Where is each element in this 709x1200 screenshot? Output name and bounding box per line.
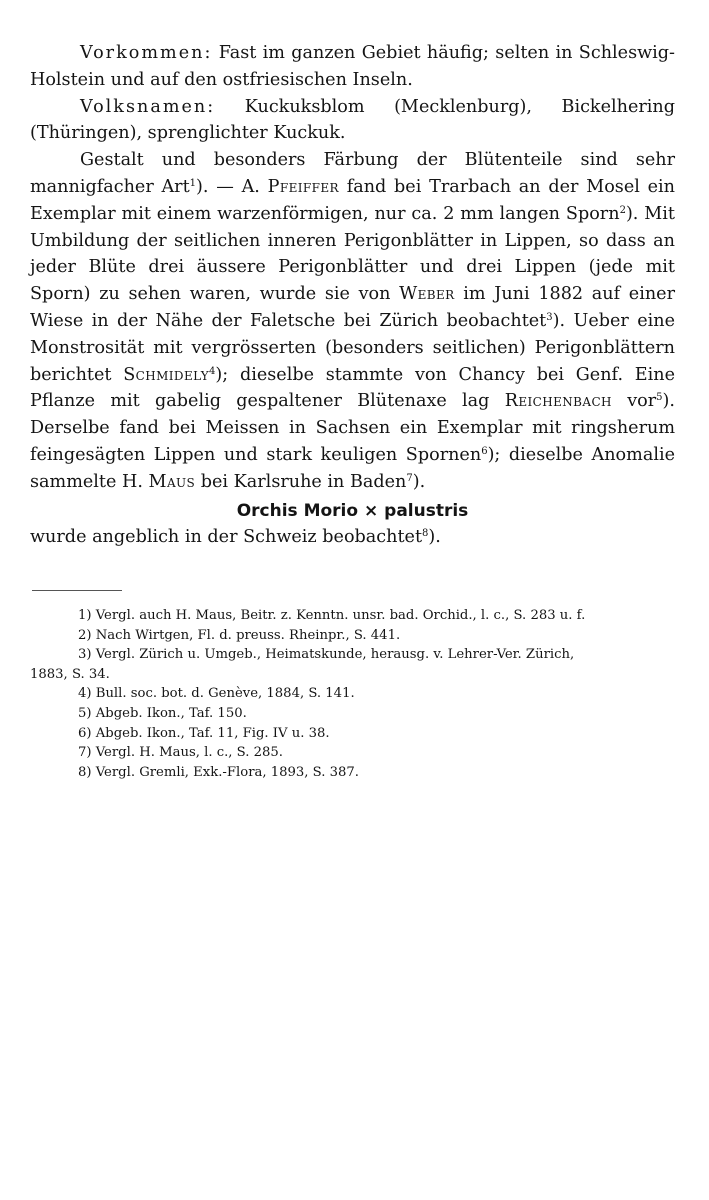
- footnote-ref: 1: [189, 177, 197, 189]
- person-name: Weber: [399, 284, 455, 305]
- footnote-2: [30, 626, 678, 646]
- footnote-number: 7): [78, 745, 92, 761]
- footnote-3-continuation: 1883, S. 34.: [30, 666, 110, 682]
- footnote-ref: 6: [481, 445, 488, 457]
- label-volksnamen: Volksnamen:: [80, 96, 216, 117]
- paragraph-gestalt: [30, 147, 675, 495]
- footnote-text: Abgeb. Ikon., Taf. 150.: [95, 705, 247, 721]
- text-segment: ).: [412, 471, 426, 492]
- text-segment: ).: [428, 526, 441, 547]
- footnote-ref: 7: [406, 472, 413, 484]
- text-segment: ). Ueber eine Monstrosität mit vergrösserten (besonders seitlichen) Perigonblättern berichtet: [30, 310, 675, 385]
- footnote-ref: 2: [619, 204, 626, 216]
- footnote-divider: [32, 590, 122, 591]
- person-name: Maus: [148, 471, 196, 492]
- heading-part-b: palustris: [384, 500, 469, 521]
- footnote-number: 6): [78, 725, 92, 741]
- main-text: [30, 40, 675, 550]
- text-vorkommen: Fast im ganzen Gebiet häufig; selten in Schleswig-Holstein und auf den ostfriesischen Inseln.: [30, 43, 675, 90]
- text-segment: ). Mit Umbildung der seitlichen inneren Perigonblätter in Lippen, so dass an jeder Blüte drei äussere Perigonblätter und drei Lippen (jede mit Sporn) zu sehen waren, wurde sie von: [30, 203, 675, 305]
- text-segment: fand bei Trarbach an der Mosel ein Exemplar mit einem warzenförmigen, nur ca. 2 mm langen Sporn: [30, 176, 675, 224]
- footnote-number: 2): [78, 627, 92, 643]
- footnote-ref: 4: [209, 365, 216, 377]
- footnote-number: 1): [78, 608, 92, 623]
- hybrid-symbol: ×: [363, 500, 379, 521]
- footnote-text: Vergl. Gremli, Exk.-Flora, 1893, S. 387.: [95, 764, 359, 780]
- text-segment: Gestalt und besonders Färbung der Blütenteile sind sehr mannigfacher Art: [30, 150, 675, 197]
- text-segment: vor: [611, 391, 657, 412]
- person-name: Schmidely: [123, 364, 210, 385]
- heading-part-a: Orchis Morio: [236, 500, 359, 521]
- footnote-number: 3): [78, 647, 92, 663]
- text-segment: bei Karlsruhe in Baden: [195, 471, 407, 492]
- footnote-text: Bull. soc. bot. d. Genève, 1884, S. 141.: [95, 686, 355, 702]
- footnote-5: [30, 704, 678, 724]
- paragraph-volksnamen: [30, 94, 675, 148]
- footnote-text: Abgeb. Ikon., Taf. 11, Fig. IV u. 38.: [95, 725, 330, 741]
- footnote-7: [30, 743, 678, 763]
- text-segment: ). — A.: [196, 176, 268, 197]
- footnote-ref: 8: [422, 527, 429, 539]
- footnote-text: Vergl. Zürich u. Umgeb., Heimatskunde, herausg. v. Lehrer-Ver. Zürich,: [95, 647, 575, 663]
- footnote-text: Vergl. H. Maus, l. c., S. 285.: [95, 745, 283, 761]
- footnote-text: Nach Wirtgen, Fl. d. preuss. Rheinpr., S. 441.: [95, 627, 401, 643]
- paragraph-vorkommen: [30, 40, 675, 94]
- person-name: Reichenbach: [504, 391, 612, 412]
- text-volksnamen: Kuckuksblom (Mecklenburg), Bickelhering (Thüringen), sprenglichter Kuckuk.: [30, 96, 675, 144]
- text-segment: ). Derselbe fand bei Meissen in Sachsen ein Exemplar mit ringsherum feingesägten Lippen und stark keuligen Spornen: [30, 391, 675, 465]
- person-name: Pfeiffer: [267, 176, 339, 197]
- label-vorkommen: Vorkommen:: [80, 43, 213, 63]
- footnote-3: [30, 645, 678, 665]
- text-segment: ); dieselbe stammte von Chancy bei Genf. Eine Pflanze mit gabelig gespaltener Blütenaxe lag: [30, 364, 675, 412]
- text-segment: im Juni 1882 auf einer Wiese in der Nähe der Faletsche bei Zürich beobachtet: [30, 284, 675, 331]
- footnote-ref: 5: [656, 392, 663, 404]
- footnote-number: 5): [78, 705, 92, 721]
- footnote-ref: 3: [546, 311, 553, 323]
- footnote-number: 8): [78, 764, 92, 780]
- footnote-8: [30, 763, 678, 783]
- text-segment: wurde angeblich in der Schweiz beobachtet: [30, 526, 423, 547]
- footnote-1: [30, 606, 678, 626]
- footnotes: [30, 606, 678, 782]
- section-text: [30, 524, 675, 551]
- footnote-4: [30, 684, 678, 704]
- footnote-number: 4): [78, 686, 92, 702]
- footnote-text: Vergl. auch H. Maus, Beitr. z. Kenntn. unsr. bad. Orchid., l. c., S. 283 u. f.: [95, 608, 586, 623]
- section-heading: [30, 498, 675, 524]
- footnote-6: [30, 724, 678, 744]
- text-segment: ); dieselbe Anomalie sammelte H.: [30, 444, 675, 492]
